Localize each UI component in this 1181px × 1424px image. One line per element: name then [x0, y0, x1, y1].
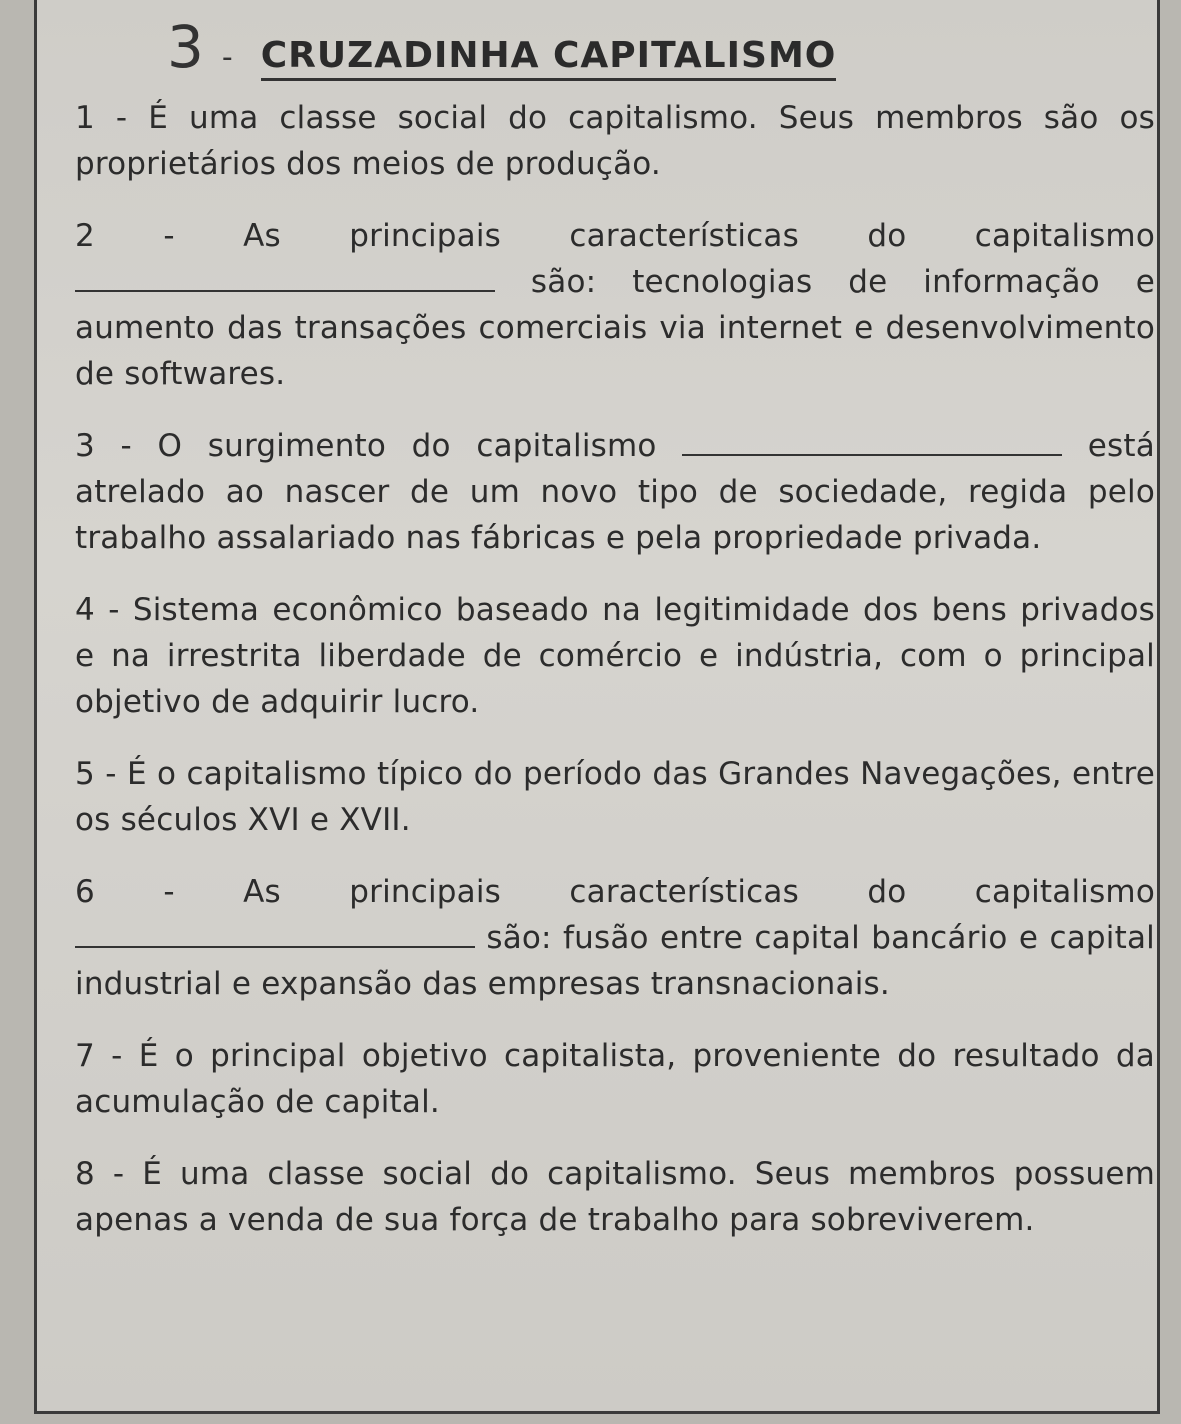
- clue-8: [75, 1151, 1155, 1243]
- clue-7: [75, 1033, 1155, 1125]
- clue-number: 1: [75, 100, 95, 136]
- clue-text-before: - O surgimento do capitalismo: [120, 428, 657, 464]
- clue-text-after: são: tecnologias de informação e aumento das transações comerciais via internet e desenvolvimento de softwares.: [75, 264, 1155, 392]
- clue-2: [75, 213, 1155, 397]
- clue-4: [75, 587, 1155, 725]
- exercise-header: [167, 13, 837, 81]
- fill-in-blank[interactable]: [75, 260, 495, 292]
- clue-text: - É o principal objetivo capitalista, proveniente do resultado da acumulação de capital.: [75, 1038, 1155, 1120]
- clue-6: [75, 869, 1155, 1007]
- clue-3: [75, 423, 1155, 561]
- question-number: 3: [167, 13, 204, 81]
- clue-text: - É uma classe social do capitalismo. Seus membros possuem apenas a venda de sua força de trabalho para sobreviverem.: [75, 1156, 1155, 1238]
- clue-5: [75, 751, 1155, 843]
- clue-number: 5: [75, 756, 95, 792]
- clue-text: - É uma classe social do capitalismo. Seus membros são os proprietários dos meios de produção.: [75, 100, 1155, 182]
- clue-1: [75, 95, 1155, 187]
- fill-in-blank[interactable]: [682, 424, 1062, 456]
- clue-text-before: - As principais características do capitalismo: [163, 218, 1155, 254]
- clue-number: 6: [75, 874, 95, 910]
- clue-text-before: - As principais características do capitalismo: [163, 874, 1155, 910]
- question-dash: -: [221, 40, 233, 75]
- clue-number: 2: [75, 218, 95, 254]
- clue-number: 4: [75, 592, 95, 628]
- fill-in-blank[interactable]: [75, 916, 475, 948]
- clue-number: 3: [75, 428, 95, 464]
- page-title: CRUZADINHA CAPITALISMO: [261, 35, 837, 81]
- worksheet: [34, 0, 1160, 1414]
- clue-number: 7: [75, 1038, 95, 1074]
- clue-text-after: está atrelado ao nascer de um novo tipo de sociedade, regida pelo trabalho assalariado nas fábricas e pela propriedade privada.: [75, 428, 1155, 556]
- clue-text: - É o capitalismo típico do período das Grandes Navegações, entre os séculos XVI e XVII.: [75, 756, 1155, 838]
- clue-text-after: são: fusão entre capital bancário e capital industrial e expansão das empresas transnacionais.: [75, 920, 1155, 1002]
- clue-number: 8: [75, 1156, 95, 1192]
- clue-list: [75, 95, 1155, 1269]
- clue-text: - Sistema econômico baseado na legitimidade dos bens privados e na irrestrita liberdade de comércio e indústria, com o principal objetivo de adquirir lucro.: [75, 592, 1155, 720]
